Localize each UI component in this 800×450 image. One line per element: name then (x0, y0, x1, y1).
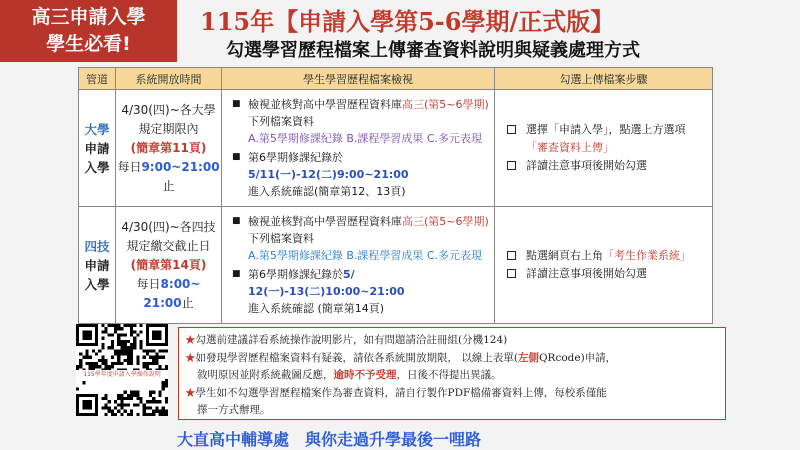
review-text: 進入系統確認(簡章第12、13頁) (248, 185, 406, 198)
review-semester: (第5~6學期) (424, 98, 489, 111)
page-subtitle: 勾選學習歷程檔案上傳審查資料說明與疑義處理方式 (226, 40, 640, 61)
review-text: 檢視並核對高中學習歷程資料庫 (248, 98, 402, 111)
header-open-time: 系統開放時間 (116, 68, 222, 90)
checkbox-icon (507, 269, 516, 278)
step-text: 選擇「申請入學」，點選上方選項 (526, 123, 686, 136)
time-line: 規定期限內 (138, 121, 199, 136)
review-grade: 高三 (402, 98, 424, 111)
checkbox-icon (507, 161, 516, 170)
step-text: 點選網頁右上角 (526, 249, 603, 262)
category-cell (79, 90, 116, 207)
category-line: 申請 (84, 140, 110, 156)
step-item (507, 121, 704, 139)
daily-suffix: 止 (181, 295, 194, 310)
open-time-cell (116, 90, 222, 207)
note-item (185, 385, 717, 420)
category-line: 入學 (84, 276, 110, 292)
review-text: 第6學期修課紀錄於 (248, 151, 343, 164)
review-item (232, 96, 489, 147)
category-line: 入學 (84, 159, 110, 175)
note-text: 如發現學習歷程檔案資料有疑義，請依各系統開放期限， 以線上表單( (195, 351, 518, 364)
review-items: A.第5學期修課紀錄 B.課程學習成果 C.多元表現 (248, 249, 483, 262)
note-text: 擇一方式辦理。 (197, 404, 271, 416)
review-text: 第6學期修課紀錄於 (248, 268, 343, 281)
badge-line-1: 高三申請入學 (31, 6, 146, 28)
star-icon: ★ (185, 334, 196, 346)
category-cell (79, 207, 116, 324)
footer-slogan: 大直高中輔導處 與你走過升學最後一哩路 (177, 430, 482, 449)
note-text: 學生如不勾選學習歷程檔案作為審查資料，請自行製作PDF檔備審資料上傳，每校系僅能 (195, 386, 607, 399)
notes-box (178, 327, 726, 420)
step-link-text: 「審查資料上傳」 (526, 141, 614, 154)
time-reference: (簡章第11頁) (130, 140, 207, 155)
step-item (507, 247, 704, 265)
daily-hours-value: 8:00~ 21:00 (143, 276, 201, 310)
note-text: 勾選前建議詳看系統操作說明影片，如有問題請洽註冊組(分機124) (195, 334, 508, 346)
must-read-badge (0, 0, 177, 62)
time-line: 規定繳交截止日 (126, 238, 211, 253)
checkbox-icon (507, 125, 516, 134)
page-title: 115年【申請入學第5-6學期/正式版】 (200, 7, 615, 36)
step-item (507, 265, 704, 283)
review-item (232, 266, 489, 317)
category-line: 申請 (84, 257, 110, 273)
time-line: 4/30(四)~各四技 (121, 219, 216, 234)
review-cell (222, 207, 495, 324)
instructions-table (78, 67, 713, 324)
review-item (232, 213, 489, 264)
daily-prefix: 每日 (117, 159, 142, 174)
review-dates: 5/ 12(一)-13(二)10:00~21:00 (248, 268, 405, 298)
daily-prefix: 每日 (136, 276, 161, 291)
daily-hours-value: 9:00~21:00 (141, 159, 220, 174)
steps-cell (495, 90, 713, 207)
daily-hours (116, 275, 221, 313)
open-time-cell (116, 207, 222, 324)
note-text: 敘明原因並附系統截圖反應， (197, 369, 334, 381)
header-review: 學生學習歷程檔案檢視 (222, 68, 495, 90)
note-text: ，日後不得提出異議。 (396, 369, 502, 381)
review-item (232, 149, 489, 200)
steps-cell (495, 207, 713, 324)
header-steps: 勾選上傳檔案步驟 (495, 68, 713, 90)
star-icon: ★ (185, 386, 196, 399)
note-emphasis: 逾時不予受理 (333, 369, 397, 381)
step-text: 詳讀注意事項後開始勾選 (526, 267, 647, 280)
review-cell (222, 90, 495, 207)
note-item (185, 350, 717, 385)
note-item (185, 332, 717, 350)
table-header-row (79, 68, 713, 90)
review-text: 下列檔案資料 (248, 115, 314, 128)
note-emphasis: 左側 (517, 351, 539, 364)
badge-line-2: 學生必看! (46, 33, 131, 55)
review-dates: 5/11(一)-12(二)9:00~21:00 (248, 168, 409, 181)
header-channel: 管道 (79, 68, 116, 90)
review-grade: 高三 (402, 215, 424, 228)
step-item (507, 157, 704, 175)
review-text: 下列檔案資料 (248, 232, 314, 245)
review-text: 進入系統確認 (簡章第14頁) (248, 302, 385, 315)
time-reference: (簡章第14頁) (130, 257, 207, 272)
step-text: 詳讀注意事項後開始勾選 (526, 159, 647, 172)
note-text: QRcode)申請， (538, 351, 617, 364)
review-text: 檢視並核對高中學習歷程資料庫 (248, 215, 402, 228)
table-row-technical (79, 207, 713, 324)
star-icon: ★ (185, 351, 196, 364)
daily-suffix: 止 (162, 178, 175, 193)
daily-hours (116, 158, 221, 196)
category-highlight: 大學 (84, 121, 110, 137)
step-link-text: 「考生作業系統」 (603, 249, 691, 262)
time-line: 4/30(四)~各大學 (121, 102, 216, 117)
checkbox-icon (507, 251, 516, 260)
category-highlight: 四技 (84, 238, 110, 254)
qrcode-caption: 115學年度申請入學操作說明 (76, 370, 168, 379)
table-row-university (79, 90, 713, 207)
review-semester: (第5~6學期) (424, 215, 489, 228)
review-items: A.第5學期修課紀錄 B.課程學習成果 C.多元表現 (248, 132, 483, 145)
